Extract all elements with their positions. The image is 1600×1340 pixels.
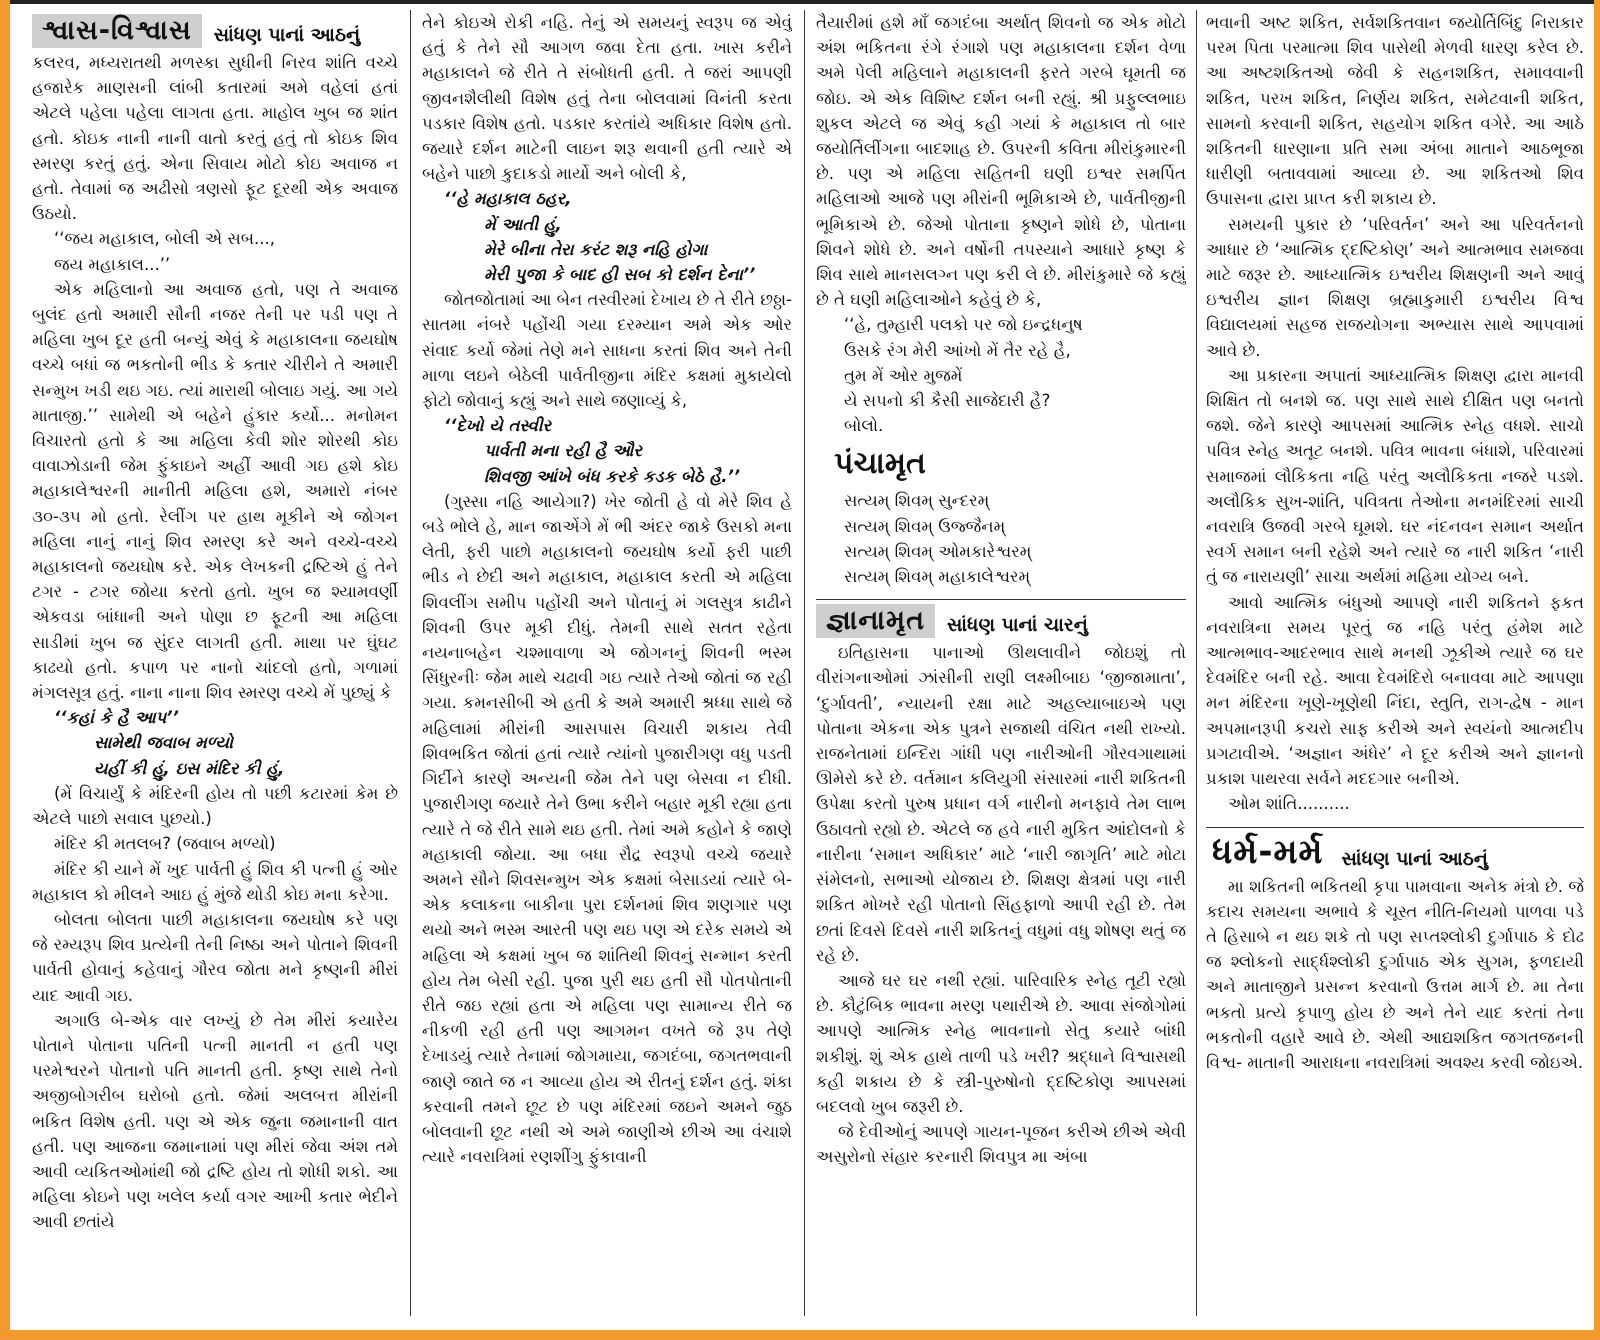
panchamrut-heading: પંચામૃત — [834, 446, 926, 482]
chant-line: ‘‘જય મહાકાલ, બોલી એ સબ..., — [54, 229, 275, 249]
quote-line: પાર્વતી મના રહી હૈ ઔર — [484, 441, 642, 461]
section-continuation: સાંધણ પાનાં આઠનું — [213, 24, 361, 46]
quote-line: ‘‘દેખો યે તસ્વીર — [444, 416, 552, 436]
verse-line: બોલો. — [844, 416, 884, 436]
paragraph: (ગુસ્સા નહિ આયેગા?) ખેર જોતી હે વો મેરે શિવ હે બડે ભોલે હે, માન જાએંગે મેં ભી અંદર જાકે ઉસકો મના લેતી, ફરી પાછો મહાકાલનો જયઘોષ કર્યો ફરી પાછી ભીડ ને છેદી અને મહાકાલ, મહાકાલ કરતી એ મહિલા શિવલીંગ સમીપ પહોંચી અને પોતાનું મં ગલસુત્ર કાઢીને શિવની ઉપર મૂકી દીધું. તેમની સાથે સતત રહેતા નયનાબહેન ચશ્માવાળા એ જોગનનું શિવની ભસ્મ સિંધુરનીઃ જેમ માથે ચઢાવી ગઇ ત્યારે તેઓ જોતાં જ રહી ગયા. કમનસીબી એ હતી કે અમે અમારી શ્રધ્ધા સાથે જે મહિલામાં મીરાંની આસપાસ વિચારી શકાય તેવી શિવભકિત જોતાં હતાં ત્યારે ત્યાંનો પુજારીગણ વધુ પડતી ગિર્દીને કારણે અન્યની જેમ તેને પણ બેસવા ન દીધી. પુજારીગણ જયારે તેને ઉભા કરીને બહાર મૂકી રહ્યા હતા ત્યારે તે જે રીતે સામે થઇ હતી. તેમાં અમે કહોને કે જાણે મહાકાલી જોયા. આ બધા રૌદ્ર સ્વરૂપો વચ્ચે જયારે અમને સૌને શિવસન્મુખ એક કક્ષમાં બેસાડયાં ત્યારે બે-એક કલાકના બાકીના પુરા દર્શનમાં શિવ શણગાર પણ થયો અને ભસ્મ આરતી પણ થઇ પણ એ દરેક સમયે એ મહિલા એ કક્ષમાં ખુબ જ શાંતિથી શિવનું સન્માન કરતી હોય તેમ બેસી રહી. પુજા પુરી થઇ હતી સૌ પોતપોતાની રીતે જઇ રહ્યાં હતા એ મહિલા પણ સામાન્ય રીતે જ નીકળી રહી હતી પણ આગમન વખતે જે રૂપ તેણે દેખાડયું ત્યારે તેનામાં જોગમાયા, જગદંબા, જગતભવાની જાણે જાતે જ ન આવ્યા હોય એ રીતનું દર્શન હતું. શંકા કરવાની તમને છૂટ છે પણ મંદિરમાં જઇને અમને જુઠ બોલવાની છૂટ નથી એ અમે જાણીએ છીએ આ વંચાશે ત્યારે નવરાત્રિમાં રણશીંગુ ફુંકાવાની — [422, 491, 792, 1167]
column-rule — [804, 10, 805, 1316]
panchamrut-lines — [816, 488, 1186, 589]
paragraph: સમયની પુકાર છે ‘પરિવર્તન’ અને આ પરિવર્તનનો આધાર છે ‘આત્મિક દ્દષ્ટિકોણ’ અને આત્મભાવ સમજવા માટે જરૂર છે. આધ્યાત્મિક ઇશ્વરીય શિક્ષણની અને આવું ઇશ્વરીય જ્ઞાન શિક્ષણ બ્રહ્માકુમારી ઇશ્વરીય વિશ્વ વિદ્યાલયમાં સહજ રાજયોગના અભ્યાસ સાથે આપવામાં આવે છે. — [1206, 214, 1584, 360]
paragraph: બોલતા બોલતા પાછી મહાકાલના જયઘોષ કરે પણ જે રમ્યરૂપ શિવ પ્રત્યેની તેની નિષ્ઠા અને પોતાને શિવની પાર્વતી હોવાનું કહેવાનું ગૌરવ જોતા મને કૃષ્ણની મીરાં યાદ આવી ગઇ. — [32, 909, 398, 1005]
paragraph: અગાઉ બે-એક વાર લખ્યું છે તેમ મીરાં કયારેય પોતાને પોતાના પતિની પત્ની માનતી ન હતી પણ પરમેશ્વરને પોતાનો પતિ માનતી હતી. કૃષ્ણ સાથે તેનો અજીબોગરીબ ઘરોબો હતો. જેમાં અલબત્ત મીરાંની ભકિત વિશેષ હતી. પણ એ એક જુના જમાનાની વાત હતી. પણ આજના જમાનામાં પણ મીરાં જેવા અંશ તમે આવી વ્યકિતઓમાંથી જો દ્રષ્ટિ હોય તો શોધી શકો. આ મહિલા કોઇને પણ ખલેલ કર્યા વગર આખી કતાર ભેદીને આવી છતાંયે — [32, 1010, 398, 1232]
verse-line: ઉસકે રંગ મેરી આંખો મેં તૈર રહે હૈ, — [844, 340, 1071, 360]
quote-line: ‘‘હે મહાકાલ ઠહર, — [444, 189, 572, 209]
verse-line: સત્યમ્ શિવમ્ મહાકાલેશ્વરમ્ — [844, 567, 1031, 587]
quote-line: સામેથી જવાબ મળ્યો — [94, 733, 234, 753]
paragraph: તૈયારીમાં હશે માઁ જગદંબા અર્થાત્ શિવનો જ એક મોટો અંશ ભકિતના રંગે રંગાશે પણ મહાકાલના દર્શન વેળા અમે પેલી મહિલાને મહાકાલની ફરતે ગરબે ઘૂમતી જ જોઇ. એ એક વિશિષ્ટ દર્શન બની રહ્યું. શ્રી પ્રફુલ્લભાઇ શુકલ એટલે જ એવું કહી ગયાં કે મહાકાલ તો બાર જયોર્તિલીંગના બાદશાહ છે. ઉપરની કવિતા મીરાંકુમારની છે. પણ એ મહિલા સહિતની ઘણી ઇશ્વર સમર્પિત મહિલાઓ આજે પણ મીરાંની ભૂમિકાએ છે, પાર્વતીજીની ભૂમિકાએ છે. જેઓ પોતાના કૃષ્ણને શોધે છે, પોતાના શિવને શોધે છે. અને વર્ષોની તપસ્યાને આધારે કૃષ્ણ કે શિવ સાથે માનસલગ્ન પણ કરી લે છે. મીરાંકુમારે જે કહ્યું છે તે ઘણી મહિલાઓને કહેવું છે કે, — [816, 13, 1186, 310]
column-rule — [410, 10, 411, 1316]
paragraph: મંદિર કી મતલબ? (જવાબ મળ્યો) — [54, 834, 276, 854]
verse-line: સત્યમ્ શિવમ્ સુન્દરમ્ — [844, 491, 990, 511]
quote-line: શિવજી આંખે બંધ કરકે કડક બેઠે હૈ.’’ — [484, 466, 741, 486]
top-rule — [10, 0, 1594, 4]
section-header-shwas-vishwas — [32, 14, 398, 48]
verse-line: સત્યમ્ શિવમ્ ઓમકારેશ્વરમ્ — [844, 541, 1032, 561]
paragraph: આ પ્રકારના અપાતાં આધ્યાત્મિક શિક્ષણ દ્વારા માનવી શિક્ષિત તો બનશે જ. પણ સાથે સાથે દીક્ષિત પણ બનતો જશે. જેને કારણે આપસમાં આત્મિક સ્નેહ વધશે. સાચો પવિત્ર સ્નેહ અતૂટ બનશે. પવિત્ર ભાવના બંધાશે, પરિવારમાં સમાજમાં લૌકિકતા નહિ પરંતુ અલૌકિકતા નજરે પડશે. અલૌકિક સુખ-શાંતિ, પવિત્રતા તેઓના મનમંદિરમાં સાચી નવરાત્રિ ઉજવી ગરબે ઘૂમશે. ઘર નંદનવન સમાન અર્થાત સ્વર્ગ સમાન બની રહેશે અને ત્યારે જ નારી શકિત ‘નારી તું જ નારાયણી’ સાચા અર્થમાં મહિમા યોગ્ય બને. — [1206, 365, 1584, 587]
section-divider — [1206, 827, 1584, 828]
verse-line: યે સપનો કી કૈસી સાજેદારી હૈ? — [844, 391, 1051, 411]
section-title: ધર્મ-મર્મ — [1212, 831, 1324, 872]
paragraph: તેને કોઇએ રોકી નહિ. તેનું એ સમયનું સ્વરૂપ જ એવું હતું કે તેને સૌ આગળ જવા દેતા હતા. ખાસ કરીને મહાકાલને જે રીતે તે સંબોધતી હતી. તે જરાં આપણી જીવનશૈલીથી વિશેષ હતું તેના બોલવામાં વિનંતી કરતા પડકાર વિશેષ હતો. પડકાર કરતાંયે અધિકાર વિશેષ હતો. જયારે દર્શન માટેની લાઇન શરૂ થવાની હતી ત્યારે એ બહેને પાછો કુદાકડો માર્યો અને બોલી કે, — [422, 13, 792, 184]
verse-line: સત્યમ્ શિવમ્ ઉજ્જૈનમ્ — [844, 516, 1006, 536]
paragraph: જે દેવીઓનું આપણે ગાયન-પૂજન કરીએ છીએ એવી અસુરોનો સંહાર કરનારી શિવપુત્ર મા અંબા — [816, 1122, 1186, 1167]
section-continuation: સાંધણ પાનાં ચારનું — [947, 614, 1088, 637]
quote-line: મેરી પુજા કે બાદ હી સબ કો દર્શન દેના’’ — [484, 265, 756, 285]
quote-line: મેરે બીના તેરા કરંટ શરૂ નહિ હોગા — [484, 239, 708, 259]
paragraph: મંદિર કી યાને મેં ખુદ પાર્વતી હું શિવ કી પત્ની હું ઓર મહાકાલ કો મીલને આઇ હું મુંજે થોડી કોઇ મના કરેગા. — [32, 859, 398, 904]
column-1 — [32, 10, 398, 1316]
paragraph: જોતજોતામાં આ બેન તસ્વીરમાં દેખાય છે તે રીતે છઠ્ઠા-સાતમા નંબરે પહોંચી ગયા દરમ્યાન અમે એક ઓર સંવાદ કર્યો જેમાં તેણે મને સાધના કરતાં શિવ અને તેની માળા લઇને બેઠેલી પાર્વતીજીના મંદિર કક્ષમાં મુકાયેલો ફોટો જોવાનું કહ્યું અને સાથે જણાવ્યું કે, — [422, 290, 792, 411]
paragraph: એક મહિલાનો આ અવાજ હતો, પણ તે અવાજ બુલંદ હતો અમારી સૌની નજર તેની પર પડી પણ તે મહિલા ખુબ દૂર હતી બન્યું એવું કે મહાકાલના જયઘોષ વચ્ચે બધાં જ ભકતોની ભીડ કે કતાર ચીરીને તે અમારી સન્મુખ ખડી થઇ ગઇ. ત્યાં મારાથી બોલાઇ ગયું. આ ગયે માતાજી.’’ સામેથી એ બહેને હુંકાર કર્યો... મનોમન વિચારતો હતો કે આ મહિલા કેવી શોર શોરથી કોઇ વાવાઝોડાની જેમ ફુંકાઇને અહીં આવી ગઇ હશે કોઇ મહાકાલેશ્વરની માનીતી મહિલા હશે, અમારો નંબર ૩૦-૩૫ મો હતો. રેલીંગ પર હાથ મૂકીને એ જોગન મહિલા નાનું નાનું શિવ સ્મરણ કરે અને વચ્ચે-વચ્ચે મહાકાલનો જયઘોષ કરે. એક લેખકની દ્રષ્ટિએ હું તેને ટગર - ટગર જોયા કરતો હતો. ખુબ જ શ્યામવર્ણી એકવડા બાંધાની અને પોણા છ ફૂટની આ મહિલા સાડીમાં ખુબ જ સુંદર લાગતી હતી. માથા પર ઘુંઘટ કાઢયો હતો. કપાળ પર નાનો ચાંદલો હતો, ગળામાં મંગલસૂત્ર હતું. નાના નાના શિવ સ્મરણ વચ્ચે મેં પુછ્યું કે — [32, 279, 398, 703]
paragraph: કલરવ, મધ્યરાતથી મળસ્કા સુધીની નિરવ શાંતિ વચ્ચે હજારેક માણસની લાંબી કતારમાં અમે વહેલાં હતાં એટલે પહેલા પહેલા લાગતા હતા. માહોલ ખુબ જ શાંત હતો. કોઇક નાની નાની વાતો કરતું હતું તો કોઇક શિવ સ્મરણ કરતું હતું. એના સિવાય મોટો કોઇ અવાજ ન હતો. તેવામાં જ અઢીસો ત્રણસો ફૂટ દૂરથી એક અવાજ ઉઠયો. — [32, 53, 398, 224]
section-continuation: સાંધણ પાનાં આઠનું — [1341, 847, 1488, 870]
column-4 — [1206, 10, 1584, 1316]
chant-line: જય મહાકાલ...’’ — [54, 254, 171, 274]
section-divider — [816, 599, 1186, 600]
verse-line: તુમ મેં ઓર મુજમેં — [844, 365, 963, 385]
quote-line: ‘‘કહાં કે હૈ આપ’’ — [54, 708, 179, 728]
quote-line: મેં આતી હું, — [484, 214, 562, 234]
section-header-gnanamrut — [816, 604, 1186, 638]
section-header-dharma-marma — [1206, 832, 1584, 872]
column-rule — [1196, 10, 1197, 1316]
column-2 — [422, 10, 792, 1316]
sign-off: ઓમ શાંતિ.......... — [1228, 794, 1350, 814]
paragraph: આજે ઘર ઘર નથી રહ્યાં. પારિવારિક સ્નેહ તૂટી રહ્યો છે. કૌટુંબિક ભાવના મરણ પથારીએ છે. આવા સંજોગોમાં આપણે આત્મિક સ્નેહ ભાવનાનો સેતુ કયારે બાંધી શકીશું. શું એક હાથે તાળી પડે ખરી? શ્રદ્ધાને વિશ્વાસથી કહી શકાય છે કે સ્ત્રી-પુરુષોનો દ્દષ્ટિકોણ આપસમાં બદલવો ખુબ જરૂરી છે. — [816, 970, 1186, 1116]
paragraph: (મેં વિચાર્યું કે મંદિરની હોય તો પછી કટારમાં કેમ છે એટલે પાછો સવાલ પુછયો.) — [32, 783, 398, 829]
poem-verse — [816, 312, 1186, 438]
section-title: શ્વાસ-વિશ્વાસ — [32, 14, 202, 48]
column-3 — [816, 10, 1186, 1316]
verse-line: ‘‘હે, તુમ્હારી પલકો પર જો ઇન્દ્રધનુષ — [844, 315, 1083, 335]
section-title: જ્ઞાનામૃત — [816, 604, 935, 638]
paragraph: ભવાની અષ્ટ શકિત, સર્વશકિતવાન જયોર્તિબિંદુ નિરાકાર પરમ પિતા પરમાત્મા શિવ પાસેથી મેળવી ધારણ કરેલ છે. આ અષ્ટશકિતઓ જેવી કે સહનશકિત, સમાવવાની શકિત, પરખ શકિત, નિર્ણય શકિત, સમેટવાની શકિત, સામનો કરવાની શકિત, સહયોગ શકિત વગેરે. આ આઠે શકિતની ધારણાના પ્રતિ સમા અંબા માતાને આઠભૂજા ધારીણી બતાવવામાં આવ્યા છે. આ શકિતઓ શિવ ઉપાસના દ્વારા પ્રાપ્ત કરી શકાય છે. — [1206, 13, 1584, 209]
paragraph: મા શકિતની ભકિતથી કૃપા પામવાના અનેક મંત્રો છે. જે કદાચ સમયના અભાવે કે ચૂસ્ત નીતિ-નિયમો પાળવા પડે તે હિસાબે ન થઇ શકે તો પણ સપ્તશ્લોકી દુર્ગાપાઠ કે દોઢ જ શ્લોકનો સાર્દ્ધશ્લોકી દુર્ગાપાઠ એક સુગમ, ફળદાયી અને માતાજીને પ્રસન્ન કરવાનો ઉત્તમ માર્ગ છે. મા તેના ભકતો પ્રત્યે કૃપાળુ હોય છે અને તેને યાદ કરતાં તેના ભકતોની વહારે આવે છે. એથી આદ્યશકિત જગતજનની વિશ્વ- માતાની આરાધના નવરાત્રિમાં અવશ્ય કરવી જોઇએ. — [1206, 876, 1584, 1072]
paragraph: આવો આત્મિક બંધુઓ આપણે નારી શકિતને ફકત નવરાત્રિના સમય પૂરતું જ નહિ પરંતુ હંમેશ માટે આત્મભાવ-આદરભાવ સાથે મનથી ઝૂકીએ ત્યારે જ ઘર દેવમંદિર બની રહે. આવા દેવમંદિરો બનાવવા માટે આપણા મન મંદિરના ખૂણે-ખૂણેથી નિંદા, સ્તુતિ, રાગ-દ્વેષ - માન અપમાનરૂપી કચરો સાફ કરીએ અને સ્વયંનો આત્મદીપ પ્રગટાવીએ. ‘અજ્ઞાન અંધેર’ ને દૂર કરીએ અને જ્ઞાનનો પ્રકાશ પાથરવા સર્વને મદદગાર બનીએ. — [1206, 592, 1584, 789]
quote-line: યહીં કી હું, ઇસ મંદિર કી હું, — [94, 758, 285, 778]
paragraph: ઇતિહાસના પાનાઓ ઊથલાવીને જોઇશું તો વીરાંગનાઓમાં ઝાંસીની રાણી લક્ષ્મીબાઇ ‘જીજામાતા’, ‘દુર્ગાવતી’, ન્યાયની રક્ષા માટે અહલ્યાબાઇએ પણ પોતાના એકના એક પુત્રને સજાથી વંચિત નથી રાખ્યો. રાજનેતામાં ઇન્દિરા ગાંધી પણ નારીઓની ગૌરવગાથામાં ઊમેરો કરે છે. વર્તમાન કલિયુગી સંસારમાં નારી શકિતની ઉપેક્ષા કરતો પુરુષ પ્રધાન વર્ગ નારીનો મનફાવે તેમ લાભ ઉઠાવતો રહ્યો છે. એટલે જ હવે નારી મુકિત આંદોલનો કે નારીના ‘સમાન અધિકાર’ માટે ‘નારી જાગૃતિ’ માટે મોટા સંમેલનો, સભાઓ યોજાય છે. શિક્ષણ ક્ષેત્રમાં પણ નારી શકિત મોખરે રહી પોતાનો સિંહફાળો આપી રહી છે. તેમ છતાં દિવસે દિવસે નારી શકિતનું વધુમાં વધુ શોષણ થતું જ રહે છે. — [816, 643, 1186, 965]
